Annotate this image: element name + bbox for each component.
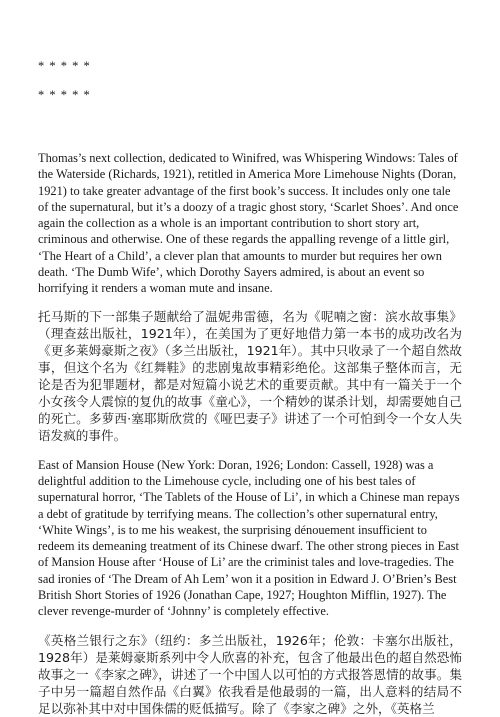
section-separator: * * * * * — [38, 88, 91, 102]
paragraph-english: East of Mansion House (New York: Doran, 1926; London: Cassell, 1928) was a delightful addition to the Limehouse cycle, including one of his best tales of supernatural horror, ‘The Tablets of the House of Li’, in which a Chinese man repays a debt of gratitude by terrifying means. The collection’s other supernatural entry, ‘White Wings’, is to me his weakest, the surprising dénouement insufficient to redeem its demeaning treatment of its Chinese dwarf. The other strong pieces in East of Mansion House after ‘House of Li’ are the criminist tales and love-tragedies. The sad ironies of ‘The Dream of Ah Lem’ won it a position in Edward J. O’Brien’s Best British Short Stories of 1926 (Jonathan Cape, 1927; Houghton Mifflin, 1927). The clever revenge-murder of ‘Johnny’ is completely effective. — [38, 457, 460, 619]
document-page — [38, 58, 462, 717]
section-separator: * * * * * — [38, 59, 91, 73]
paragraph-english: Thomas’s next collection, dedicated to Winifred, was Whispering Windows: Tales of the Waterside (Richards, 1921), retitled in America More Limehouse Nights (Doran, 1921) to take greater advantage of the first book’s success. It includes only one tale of the supernatural, but it’s a doozy of a tragic ghost story, ‘Scarlet Shoes’. And once again the collection as a whole is an important contribution to short story art, criminous and otherwise. One of these regards the appalling revenge of a little girl, ‘The Heart of a Child’, a clever plan that amounts to murder but requires her own death. ‘The Dumb Wife’, which Dorothy Sayers admired, is about an event so horrifying it renders a woman mute and insane. — [38, 151, 459, 296]
paragraph-chinese: 托马斯的下一部集子题献给了温妮弗雷德，名为《呢喃之窗：滨水故事集》（理查兹出版社，1921年），在美国为了更好地借力第一本书的成功改名为《更多莱姆豪斯之夜》（多兰出版社，1921年）。其中只收录了一个超自然故事，但这个名为《红舞鞋》的悲剧鬼故事精彩绝伦。这部集子整体而言，无论是否为犯罪题材，都是对短篇小说艺术的重要贡献。其中有一篇关于一个小女孩令人震惊的复仇的故事《童心》，一个精妙的谋杀计划，却需要她自己的死亡。多萝西·塞耶斯欣赏的《哑巴妻子》讲述了一个可怕到令一个女人失语发疯的事件。 — [38, 308, 462, 443]
paragraph-chinese: 《英格兰银行之东》（纽约：多兰出版社，1926年；伦敦：卡塞尔出版社，1928年）是莱姆豪斯系列中令人欣喜的补充，包含了他最出色的超自然恐怖故事之一《李家之碑》，讲述了一个中国人以可怕的方式报答恩情的故事。集子中另一篇超自然作品《白翼》依我看是他最弱的一篇，出人意料的结局不足以弥补其中对中国侏儒的贬低描写。除了《李家之碑》之外，《英格兰 — [38, 632, 462, 716]
